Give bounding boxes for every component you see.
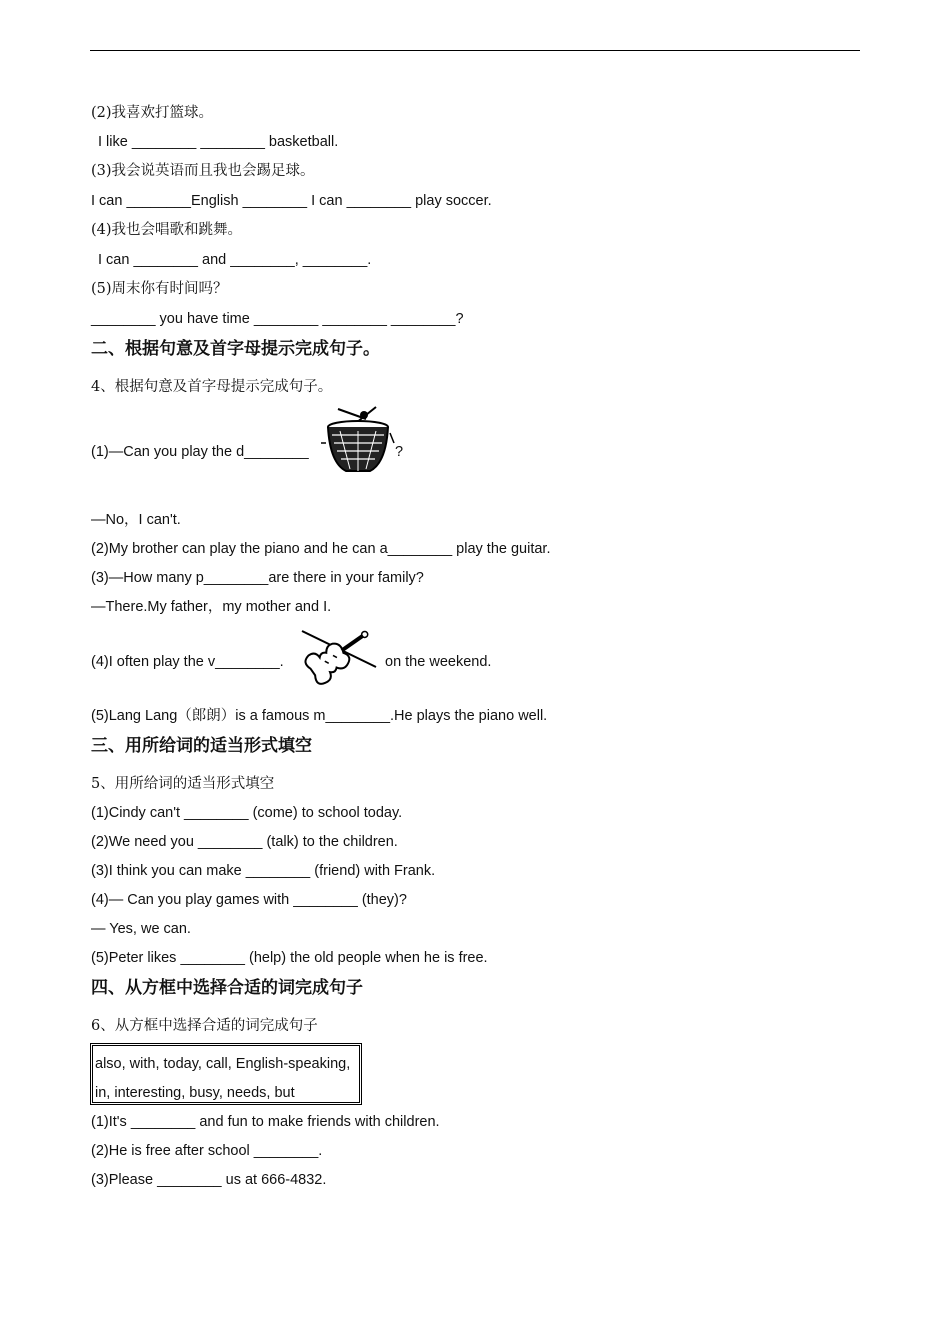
s4-item2: (2)He is free after school ________. (91, 1143, 323, 1159)
s2-item1: (1)—Can you play the d________ (91, 444, 309, 460)
s2-item1-end: ? (395, 444, 404, 460)
section3-heading: 三、用所给词的适当形式填空 (91, 736, 312, 756)
s4-item3: (3)Please ________ us at 666-4832. (91, 1172, 327, 1188)
s1-item3-answer: I can ________English ________ I can ________ play soccer. (91, 193, 492, 209)
s2-item4-end: on the weekend. (385, 654, 492, 670)
s2-item5: (5)Lang Lang（郎朗）is a famous m________.He plays the piano well. (91, 708, 548, 724)
s2-item3: (3)—How many p________are there in your family? (91, 570, 424, 586)
header-rule (90, 50, 860, 51)
s4-item1: (1)It's ________ and fun to make friends with children. (91, 1114, 440, 1130)
word-box-line2: in, interesting, busy, needs, but (95, 1085, 295, 1101)
s2-item2: (2)My brother can play the piano and he can a________ play the guitar. (91, 541, 551, 557)
s3-item4: (4)— Can you play games with ________ (they)? (91, 892, 407, 908)
drum-icon (318, 403, 398, 475)
word-box-line1: also, with, today, call, English-speaking, (95, 1056, 351, 1072)
word-box (90, 1043, 362, 1105)
section2-heading: 二、根据句意及首字母提示完成句子。 (91, 339, 380, 359)
s3-item2: (2)We need you ________ (talk) to the children. (91, 834, 398, 850)
violin-icon (292, 625, 380, 685)
s3-item4-reply: — Yes, we can. (91, 921, 191, 937)
s2-item4: (4)I often play the v________. (91, 654, 284, 670)
s1-item3-prompt: (3)我会说英语而且我也会踢足球。 (91, 163, 315, 179)
s1-item2-prompt: (2)我喜欢打篮球。 (91, 105, 214, 121)
s2-item3-reply: —There.My father，my mother and I. (91, 599, 332, 615)
question4-title: 4、根据句意及首字母提示完成句子。 (91, 379, 333, 395)
s3-item1: (1)Cindy can't ________ (come) to school today. (91, 805, 403, 821)
s1-item5-answer: ________ you have time ________ ________ ________? (91, 311, 464, 327)
s3-item3: (3)I think you can make ________ (friend) with Frank. (91, 863, 436, 879)
s2-item1-reply: —No，I can't. (91, 512, 181, 528)
section4-heading: 四、从方框中选择合适的词完成句子 (91, 978, 363, 998)
question5-title: 5、用所给词的适当形式填空 (91, 776, 275, 792)
s3-item5: (5)Peter likes ________ (help) the old people when he is free. (91, 950, 488, 966)
s1-item4-prompt: (4)我也会唱歌和跳舞。 (91, 222, 243, 238)
s1-item4-answer: I can ________ and ________, ________. (98, 252, 372, 268)
question6-title: 6、从方框中选择合适的词完成句子 (91, 1018, 318, 1034)
s1-item2-answer: I like ________ ________ basketball. (98, 134, 339, 150)
s1-item5-prompt: (5)周末你有时间吗？ (91, 281, 228, 297)
